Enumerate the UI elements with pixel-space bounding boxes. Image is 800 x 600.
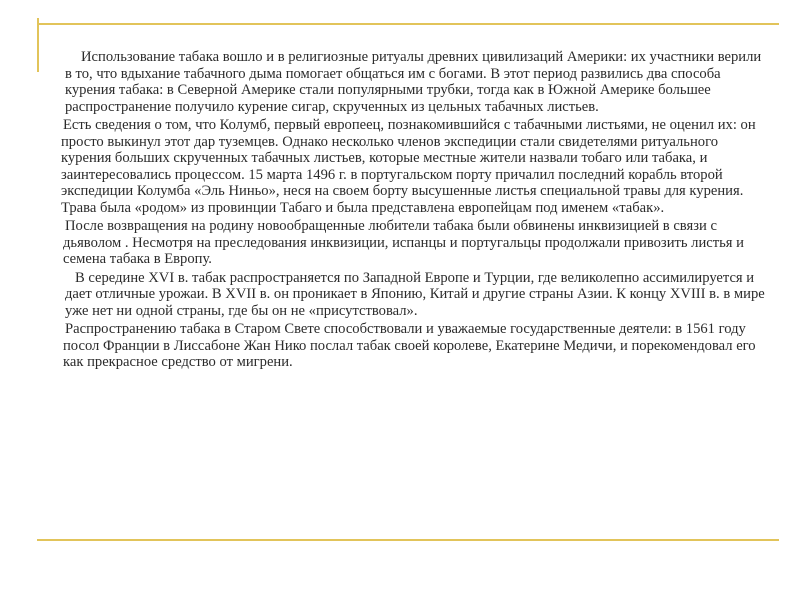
slide-text-body — [61, 49, 767, 371]
paragraph-columbus: Есть сведения о том, что Колумб, первый европеец, познакомившийся с табачными листьями, не оценил их: он просто выкинул этот дар туземцев. Однако несколько членов экспедиции стали свидетелями ритуального курения больших скрученных табачных листьев, которые местные жители назвали тобаго или табака, и заинтересовались процессом. 15 марта 1496 г. в португальском порту причалил последний корабль второй экспедиции Колумба «Эль Ниньо», неся на своем борту высушенные листья специальной травы для курения. Трава была «родом» из провинции Табаго и была представлена европейцам под именем «табак». — [61, 117, 756, 216]
top-divider-line — [37, 23, 779, 25]
paragraph-jean-nicot: Распространению табака в Старом Свете способствовали и уважаемые государственные деятели: в 1561 году посол Франции в Лиссабоне Жан Нико послал табак своей королеве, Екатерине Медичи, и порекомендовал его как прекрасное средство от мигрени. — [63, 321, 756, 370]
paragraph-ritual-use: Использование табака вошло и в религиозные ритуалы древних цивилизаций Америки: их участники верили в то, что вдыхание табачного дыма помогает общаться им с богами. В этот период развились два способа курения табака: в Северной Америке стали популярными трубки, тогда как в Южной Америке большее распространение получило курение сигар, скрученных из цельных табачных листьев. — [65, 49, 762, 115]
paragraph-inquisition: После возвращения на родину новообращенные любители табака были обвинены инквизицией в связи с дьяволом . Несмотря на преследования инквизиции, испанцы и португальцы продолжали привозить листья и семена табака в Европу. — [63, 218, 744, 267]
left-accent-line — [37, 18, 39, 72]
bottom-divider-line — [37, 539, 779, 541]
paragraph-spread-europe-asia: В середине XVI в. табак распространяется по Западной Европе и Турции, где великолепно ассимилируется и дает отличные урожаи. В XVII в. он проникает в Японию, Китай и другие страны Азии. К концу XVIII в. в мире уже нет ни одной страны, где бы он не «присутствовал». — [65, 269, 765, 319]
